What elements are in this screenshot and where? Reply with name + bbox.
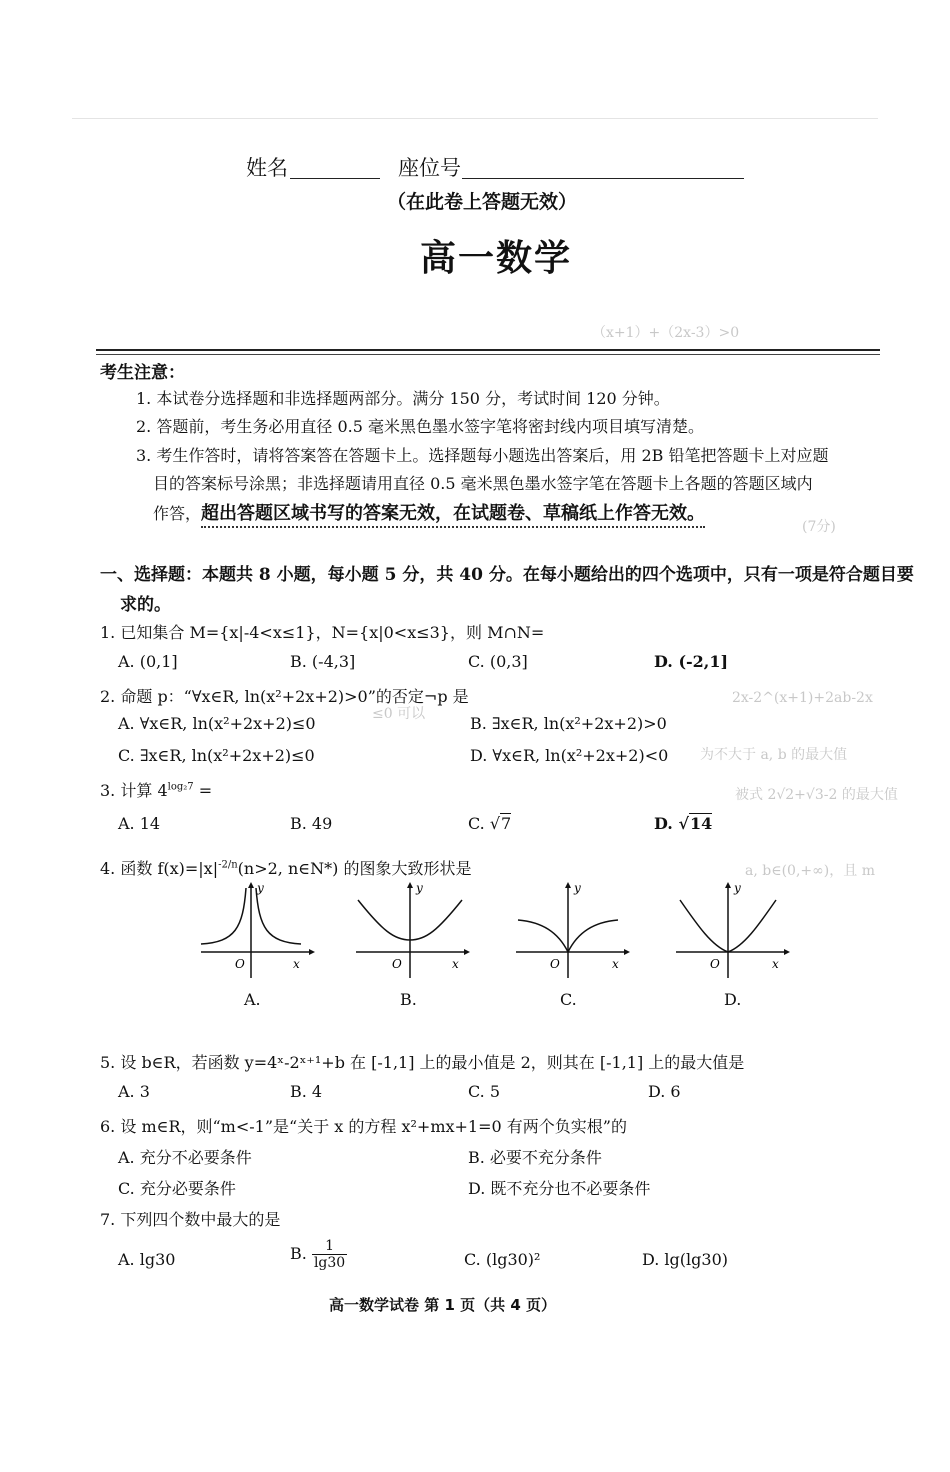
q4-stem-suffix: (n>2, n∈N*) 的图象大致形状是 xyxy=(237,859,472,878)
q3-option-a: A. 14 xyxy=(118,814,161,833)
seat-blank-line xyxy=(462,178,744,179)
q4-a-x-label: x xyxy=(293,957,300,971)
q4-option-b: B. xyxy=(400,990,417,1009)
q3-option-c: C. √7 xyxy=(468,814,512,833)
q3-option-d-radicand: 14 xyxy=(689,814,713,833)
note-emphasis: 超出答题区域书写的答案无效，在试题卷、草稿纸上作答无效。 xyxy=(201,503,705,528)
page-title: 高一数学 xyxy=(420,237,573,279)
q3-stem xyxy=(100,778,212,801)
header-rule-thick xyxy=(96,349,880,351)
note-item-2: 2. 答题前，考生务必用直径 0.5 毫米黑色墨水签字笔将密封线内项目填写清楚。 xyxy=(136,417,704,436)
q7-stem: 7. 下列四个数中最大的是 xyxy=(100,1210,281,1229)
q5-option-b: B. 4 xyxy=(290,1082,323,1101)
note-item-3-line-2: 目的答案标号涂黑；非选择题请用直径 0.5 毫米黑色墨水签字笔在答题卡上各题的答题区域内 xyxy=(153,474,813,493)
q4-b-x-label: x xyxy=(452,957,459,971)
q4-option-a: A. xyxy=(244,990,261,1009)
q5-option-c: C. 5 xyxy=(468,1082,501,1101)
q3-option-b: B. 49 xyxy=(290,814,333,833)
q2-option-c: C. ∃x∈R, ln(x²+2x+2)≤0 xyxy=(118,746,315,765)
q4-d-origin: O xyxy=(710,957,720,971)
bleed-text-5: 为不大于 a, b 的最大值 xyxy=(700,747,848,763)
q4-b-y-label: y xyxy=(416,881,423,895)
q7-option-a: A. lg30 xyxy=(118,1250,176,1269)
q7-option-b xyxy=(290,1238,347,1271)
q7-option-b-fraction xyxy=(312,1238,347,1271)
q2-option-b: B. ∃x∈R, ln(x²+2x+2)>0 xyxy=(470,714,667,733)
notes-heading: 考生注意： xyxy=(100,363,185,383)
section-1-heading-cont: 求的。 xyxy=(120,595,171,615)
q2-option-d: D. ∀x∈R, ln(x²+2x+2)<0 xyxy=(470,746,669,765)
bleed-text-7: a, b∈(0,+∞)，且 m xyxy=(745,863,875,879)
q4-stem-prefix: 4. 函数 f(x)=|x| xyxy=(100,859,219,878)
q3-exponent: log₂7 xyxy=(167,781,194,793)
q4-d-x-label: x xyxy=(772,957,779,971)
bleed-text-6: 被式 2√2+√3-2 的最大值 xyxy=(735,787,898,803)
q1-option-b: B. (-4,3] xyxy=(290,652,356,671)
q4-a-origin: O xyxy=(235,957,245,971)
section-1-heading: 一、选择题：本题共 8 小题，每小题 5 分，共 40 分。在每小题给出的四个选项中，只有一项是符合题目要 xyxy=(100,565,914,585)
q3-option-c-radicand: 7 xyxy=(501,814,512,833)
q6-option-a: A. 充分不必要条件 xyxy=(118,1148,252,1167)
q1-option-d: D. (-2,1] xyxy=(654,652,729,671)
q6-option-d: D. 既不充分也不必要条件 xyxy=(468,1179,651,1198)
q3-stem-suffix: = xyxy=(193,781,213,800)
note-item-3-line-3 xyxy=(153,499,705,525)
q2-option-a: A. ∀x∈R, ln(x²+2x+2)≤0 xyxy=(118,714,316,733)
q1-stem: 1. 已知集合 M={x|-4<x≤1}，N={x|0<x≤3}，则 M∩N= xyxy=(100,623,545,642)
note-item-3-line-3-prefix: 作答， xyxy=(153,504,202,523)
q4-option-d: D. xyxy=(724,990,742,1009)
q2-stem: 2. 命题 p：“∀x∈R, ln(x²+2x+2)>0”的否定¬p 是 xyxy=(100,687,469,706)
q7-option-b-label: B. xyxy=(290,1244,312,1263)
name-blank-line xyxy=(290,178,380,179)
bleed-text-1: （x+1）+（2x-3）>0 xyxy=(592,325,740,341)
q6-option-c: C. 充分必要条件 xyxy=(118,1179,236,1198)
q4-stem xyxy=(100,856,471,879)
q4-a-y-label: y xyxy=(257,881,264,895)
q4-c-y-label: y xyxy=(574,881,581,895)
seat-label: 座位号 xyxy=(398,156,461,180)
header-rule-thin xyxy=(96,354,880,355)
bleed-text-3: 2x-2^(x+1)+2ab-2x xyxy=(732,690,873,706)
q4-graph-d xyxy=(672,880,792,980)
q7-option-c: C. (lg30)² xyxy=(464,1250,541,1269)
page-footer: 高一数学试卷 第 1 页（共 4 页） xyxy=(329,1296,556,1314)
q4-graph-a xyxy=(195,880,315,980)
name-label: 姓名 xyxy=(246,156,288,180)
q3-option-c-label: C. xyxy=(468,814,490,833)
q4-b-origin: O xyxy=(392,957,402,971)
q7-option-d: D. lg(lg30) xyxy=(642,1250,728,1269)
top-border-line xyxy=(72,118,878,119)
q3-stem-prefix: 3. 计算 4 xyxy=(100,781,168,800)
q5-stem: 5. 设 b∈R，若函数 y=4ˣ-2ˣ⁺¹+b 在 [-1,1] 上的最小值是 2，则其在 [-1,1] 上的最大值是 xyxy=(100,1053,745,1072)
note-item-3-line-1: 3. 考生作答时，请将答案答在答题卡上。选择题每小题选出答案后，用 2B 铅笔把答题卡上对应题 xyxy=(136,446,829,465)
q7-option-b-denominator: lg30 xyxy=(313,1255,346,1271)
q4-option-c: C. xyxy=(560,990,577,1009)
q1-option-c: C. (0,3] xyxy=(468,652,528,671)
q3-option-d-label: D. xyxy=(654,814,679,833)
q6-option-b: B. 必要不充分条件 xyxy=(468,1148,602,1167)
q7-option-b-numerator: 1 xyxy=(312,1238,347,1255)
q4-d-y-label: y xyxy=(734,881,741,895)
q4-c-x-label: x xyxy=(612,957,619,971)
q4-c-origin: O xyxy=(550,957,560,971)
note-item-1: 1. 本试卷分选择题和非选择题两部分。满分 150 分，考试时间 120 分钟。 xyxy=(136,389,670,408)
q5-option-d: D. 6 xyxy=(648,1082,681,1101)
q3-option-d: D. √14 xyxy=(654,814,713,833)
no-answer-notice: （在此卷上答题无效） xyxy=(387,191,578,213)
q4-exponent: -2/n xyxy=(218,859,238,871)
q4-graph-b xyxy=(352,880,472,980)
q1-option-a: A. (0,1] xyxy=(118,652,178,671)
bleed-text-4: ≤0 可以 xyxy=(372,706,426,722)
bleed-text-2: (7分) xyxy=(802,519,836,535)
q4-graph-c xyxy=(512,880,632,980)
q6-stem: 6. 设 m∈R，则“m<-1”是“关于 x 的方程 x²+mx+1=0 有两个负实根”的 xyxy=(100,1117,627,1136)
q5-option-a: A. 3 xyxy=(118,1082,150,1101)
